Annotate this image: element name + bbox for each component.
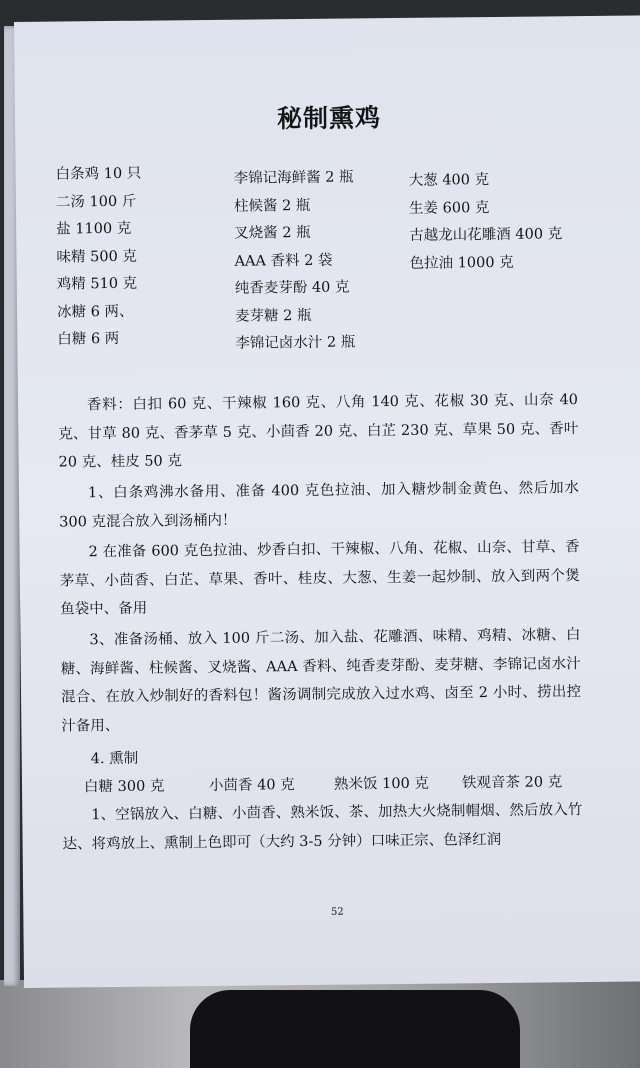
page-number: 52: [330, 906, 344, 918]
ingredient-item: 李锦记卤水汁 2 瓶: [235, 334, 356, 352]
ingredient-item: 生姜 600 克: [408, 199, 490, 217]
smoking-ingredient: 小茴香 40 克: [208, 777, 295, 794]
shoe-shadow: [190, 990, 520, 1068]
spice-list: 香料：白扣 60 克、干辣椒 160 克、八角 140 克、花椒 30 克、山奈 40 克、甘草 80 克、香茅草 5 克、小茴香 20 克、白芷 230 克、草果 50 克、香叶 20 克、桂皮 50 克: [58, 392, 579, 471]
step-3-text: 3、准备汤桶、放入 100 斤二汤、加入盐、花雕酒、味精、鸡精、冰糖、白糖、海鲜酱、柱候酱、叉烧酱、AAA 香料、纯香麦芽酚、麦芽糖、李锦记卤水汁混合、在放入炒制好的香料包！酱汤调制完成放入过水鸡、卤至 2 小时、捞出控汁备用、: [60, 627, 582, 735]
ingredient-item: 色拉油 1000 克: [409, 254, 514, 272]
smoking-ingredient: 熟米饭 100 克: [333, 775, 429, 793]
smoking-ingredient: 白糖 300 克: [83, 778, 165, 796]
page-title: 秘制熏鸡: [276, 103, 382, 134]
smoking-heading: 4. 熏制: [90, 750, 139, 768]
ingredient-item: 鸡精 510 克: [56, 275, 138, 293]
ingredient-item: 白糖 6 两: [57, 330, 120, 348]
ingredient-column-1: [55, 161, 143, 354]
ingredient-item: 叉烧酱 2 瓶: [234, 224, 311, 242]
smoking-ingredient: 铁观音茶 20 克: [461, 774, 563, 792]
ingredient-item: 古越龙山花雕酒 400 克: [409, 226, 563, 244]
book-page: [14, 15, 640, 988]
ingredient-column-2: [234, 164, 356, 358]
smoking-step-text: 1、空锅放入、白糖、小茴香、熟米饭、茶、加热大火烧制帽烟、然后放入竹达、将鸡放上、熏制上色即可（大约 3-5 分钟）口味正宗、色泽红润: [62, 802, 583, 853]
step-2-text: 2 在准备 600 克色拉油、炒香白扣、干辣椒、八角、花椒、山奈、甘草、香茅草、小茴香、白芷、草果、香叶、桂皮、大葱、生姜一起炒制、放入到两个煲鱼袋中、备用: [59, 539, 580, 618]
ingredient-item: 麦芽糖 2 瓶: [235, 307, 312, 325]
ingredient-item: 纯香麦芽酚 40 克: [234, 279, 350, 297]
ingredient-item: 李锦记海鲜酱 2 瓶: [233, 169, 354, 187]
ingredient-item: 白条鸡 10 只: [55, 165, 142, 183]
ingredient-column-3: [409, 166, 578, 278]
ingredient-item: 盐 1100 克: [56, 220, 132, 238]
ingredient-item: 大葱 400 克: [408, 172, 490, 189]
ingredient-item: 冰糖 6 两、: [56, 303, 134, 321]
ingredient-item: 柱候酱 2 瓶: [233, 197, 311, 215]
ingredient-item: AAA 香料 2 袋: [234, 252, 333, 270]
ingredient-item: 味精 500 克: [56, 248, 137, 266]
ingredient-item: 二汤 100 斤: [55, 193, 137, 211]
step-1-text: 1、白条鸡沸水备用、准备 400 克色拉油、加入糖炒制金黄色、然后加水 300 克混合放入到汤桶内！: [59, 480, 579, 531]
